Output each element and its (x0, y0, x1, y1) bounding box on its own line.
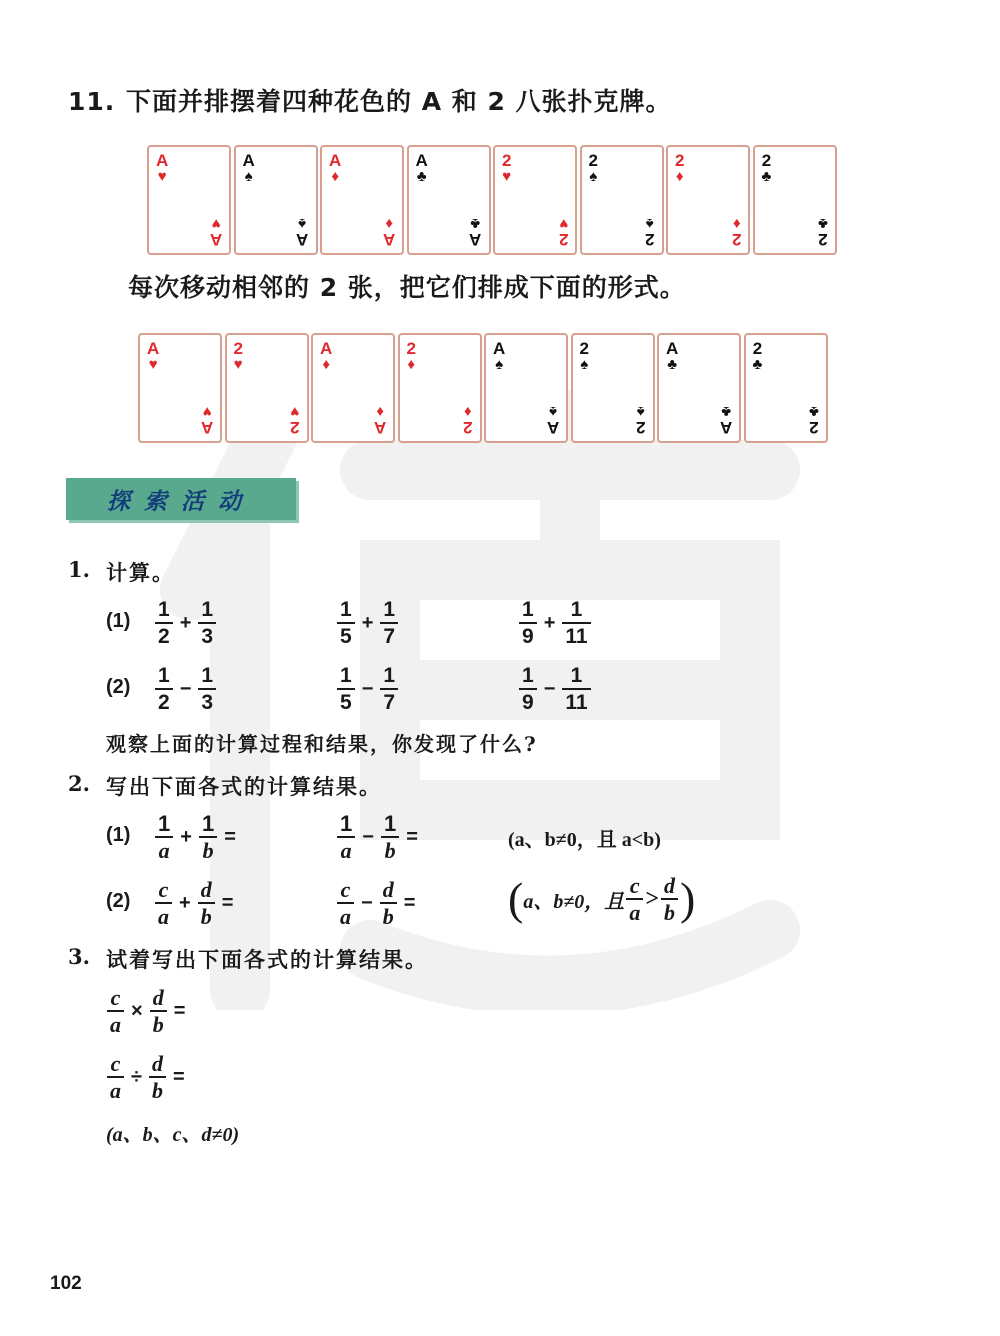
card-row-original (147, 145, 839, 255)
card-rank: A (546, 418, 559, 437)
denominator: 7 (383, 625, 396, 648)
fraction (155, 878, 172, 928)
card-suit-icon: ♦ (732, 215, 741, 232)
fraction-expression (152, 812, 240, 862)
card-row-target (138, 333, 830, 443)
playing-card (744, 333, 828, 443)
card-corner-bottom (296, 216, 308, 248)
card-suit-icon: ♠ (495, 356, 504, 373)
operator: + (361, 611, 374, 634)
fraction (155, 812, 173, 862)
numerator: 1 (383, 598, 396, 621)
card-corner-top (147, 340, 159, 372)
card-corner-top (320, 340, 332, 372)
card-corner-bottom (383, 216, 395, 248)
denominator: 11 (565, 691, 588, 714)
operator: − (179, 677, 192, 700)
fraction-expression (104, 986, 189, 1036)
condition-note: (a、b≠0，且 a<b) (508, 829, 661, 851)
card-suit-icon: ♥ (157, 168, 167, 185)
denominator: b (664, 900, 675, 925)
fraction-expression (152, 878, 237, 928)
card-rank: A (493, 339, 506, 358)
question-text: 计算。 (106, 560, 175, 585)
denominator: 5 (340, 691, 352, 714)
denominator: b (382, 904, 394, 929)
denominator: 7 (383, 691, 396, 714)
card-rank: 2 (817, 230, 828, 249)
numerator: 1 (340, 811, 353, 836)
numerator: 1 (340, 664, 352, 687)
fraction-expression (334, 812, 422, 862)
operator: + (543, 611, 556, 634)
denominator: b (151, 1078, 163, 1103)
card-rank: 2 (731, 230, 741, 249)
card-corner-top (753, 340, 763, 372)
fraction (198, 664, 216, 714)
condition-prefix: a、b≠0，且 (523, 890, 625, 913)
card-suit-icon: ♥ (233, 356, 243, 373)
playing-card (225, 333, 309, 443)
numerator: 1 (201, 811, 215, 836)
card-rank: 2 (558, 230, 568, 249)
question-number: 1. (68, 557, 90, 582)
card-rank: 2 (675, 151, 685, 170)
card-suit-icon: ♠ (645, 215, 654, 232)
left-paren: ( (508, 873, 524, 924)
fraction (198, 598, 216, 648)
card-corner-bottom (645, 216, 654, 248)
fraction (337, 812, 355, 862)
fraction-expression (516, 598, 594, 648)
card-rank: 2 (636, 418, 646, 437)
card-corner-bottom (210, 216, 222, 248)
playing-card (571, 333, 655, 443)
numerator: d (200, 877, 212, 902)
card-corner-bottom (469, 216, 481, 248)
denominator: b (200, 904, 212, 929)
playing-card (484, 333, 568, 443)
fraction (199, 812, 217, 862)
card-rank: A (200, 418, 213, 437)
card-corner-bottom (547, 404, 559, 436)
card-corner-bottom (201, 404, 213, 436)
card-rank: A (666, 339, 679, 358)
equals-sign: = (403, 891, 416, 914)
card-corner-top (580, 340, 589, 372)
fraction-expression (334, 664, 401, 714)
question-text: 试着写出下面各式的计算结果。 (106, 947, 428, 972)
section-banner: 探索活动 (66, 478, 296, 520)
numerator: 1 (522, 598, 534, 621)
card-suit-icon: ♦ (322, 356, 330, 373)
card-corner-top (502, 152, 511, 184)
playing-card (666, 145, 750, 255)
fraction (198, 878, 215, 928)
card-suit-icon: ♥ (558, 215, 568, 232)
denominator: a (629, 900, 641, 925)
row-label: (2) (106, 890, 131, 912)
card-rank: 2 (290, 418, 300, 437)
fraction-expression (104, 1052, 189, 1102)
denominator: a (340, 838, 352, 863)
numerator: 1 (340, 598, 352, 621)
fraction (155, 664, 173, 714)
operator: ÷ (131, 1065, 142, 1088)
numerator: c (629, 873, 640, 898)
card-suit-icon: ♣ (416, 168, 427, 185)
operator: − (543, 677, 556, 700)
card-corner-top (156, 152, 168, 184)
card-rank: A (320, 339, 333, 358)
equals-sign: = (172, 1065, 185, 1088)
card-suit-icon: ♦ (331, 168, 339, 185)
numerator: 1 (158, 811, 171, 836)
observe-prompt: 观察上面的计算过程和结果，你发现了什么? (106, 732, 538, 756)
card-rank: A (382, 230, 395, 249)
operator: − (362, 825, 374, 848)
card-rank: 2 (808, 418, 819, 437)
playing-card (657, 333, 741, 443)
card-suit-icon: ♣ (761, 168, 772, 185)
fraction-expression (334, 598, 401, 648)
card-rank: A (147, 339, 160, 358)
denominator: 2 (158, 691, 170, 714)
card-rank: A (329, 151, 342, 170)
card-rank: 2 (233, 339, 243, 358)
denominator: 3 (201, 691, 214, 714)
numerator: 1 (201, 598, 214, 621)
fraction (155, 598, 173, 648)
fraction (562, 598, 590, 648)
playing-card (398, 333, 482, 443)
card-corner-top (675, 152, 684, 184)
card-corner-top (407, 340, 416, 372)
fraction (380, 598, 398, 648)
fraction (380, 878, 397, 928)
card-rank: 2 (588, 151, 598, 170)
card-corner-bottom (732, 216, 741, 248)
numerator: 1 (201, 664, 214, 687)
card-corner-bottom (720, 404, 732, 436)
denominator: 5 (340, 625, 352, 648)
problem-11-heading (68, 82, 672, 118)
denominator: 9 (522, 691, 534, 714)
card-corner-bottom (290, 404, 299, 436)
card-suit-icon: ♣ (752, 356, 763, 373)
card-suit-icon: ♣ (720, 403, 731, 420)
card-suit-icon: ♥ (211, 215, 221, 232)
denominator: a (110, 1012, 121, 1037)
playing-card (753, 145, 837, 255)
card-rank: 2 (761, 151, 772, 170)
card-suit-icon: ♠ (580, 356, 589, 373)
card-corner-top (329, 152, 341, 184)
fraction (626, 874, 643, 924)
equals-sign: = (224, 825, 236, 848)
fraction (150, 986, 167, 1036)
question-text: 写出下面各式的计算结果。 (106, 774, 382, 799)
card-suit-icon: ♥ (290, 403, 300, 420)
fraction (337, 664, 355, 714)
card-corner-top (589, 152, 598, 184)
card-corner-bottom (559, 216, 568, 248)
card-rank: 2 (579, 339, 589, 358)
row-label: (1) (106, 610, 131, 632)
numerator: 1 (158, 598, 170, 621)
card-suit-icon: ♦ (376, 403, 384, 420)
card-suit-icon: ♣ (808, 403, 819, 420)
fraction-expression (152, 664, 219, 714)
fraction (661, 874, 678, 924)
card-corner-bottom (818, 216, 828, 248)
card-suit-icon: ♣ (470, 215, 481, 232)
denominator: 3 (201, 625, 214, 648)
card-suit-icon: ♥ (202, 403, 212, 420)
card-rank: 2 (752, 339, 763, 358)
playing-card (311, 333, 395, 443)
card-suit-icon: ♦ (675, 168, 684, 185)
numerator: 1 (383, 811, 397, 836)
card-suit-icon: ♣ (817, 215, 828, 232)
question-number: 2. (68, 771, 90, 796)
card-suit-icon: ♥ (502, 168, 512, 185)
playing-card (407, 145, 491, 255)
card-corner-bottom (374, 404, 386, 436)
fraction (519, 664, 537, 714)
card-suit-icon: ♠ (244, 168, 253, 185)
card-corner-bottom (809, 404, 819, 436)
numerator: d (664, 873, 675, 898)
denominator: b (152, 1012, 164, 1037)
row-label: (2) (106, 676, 131, 698)
problem-text: 下面并排摆着四种花色的 A 和 2 八张扑克牌。 (126, 87, 672, 116)
denominator: a (110, 1078, 121, 1103)
playing-card (320, 145, 404, 255)
card-suit-icon: ♥ (148, 356, 158, 373)
card-corner-top (234, 340, 243, 372)
operator: + (179, 891, 191, 914)
playing-card (138, 333, 222, 443)
question-number: 3. (68, 944, 90, 969)
numerator: c (110, 985, 121, 1010)
numerator: 1 (570, 664, 583, 687)
numerator: 1 (570, 598, 583, 621)
denominator: 2 (158, 625, 170, 648)
problem-number: 11. (68, 87, 116, 116)
numerator: c (340, 877, 351, 902)
card-rank: 2 (406, 339, 416, 358)
card-corner-bottom (636, 404, 645, 436)
card-corner-top (666, 340, 678, 372)
operator: × (131, 999, 143, 1022)
page-number: 102 (50, 1273, 82, 1294)
card-suit-icon: ♠ (298, 215, 307, 232)
numerator: d (151, 1051, 163, 1076)
fraction (107, 1052, 124, 1102)
denominator: 9 (522, 625, 534, 648)
card-rank: A (719, 418, 732, 437)
fraction (381, 812, 399, 862)
numerator: d (382, 877, 394, 902)
card-rank: A (156, 151, 169, 170)
operator: + (180, 825, 192, 848)
equals-sign: = (406, 825, 418, 848)
numerator: 1 (522, 664, 534, 687)
condition-note-fraction (508, 874, 695, 924)
card-suit-icon: ♦ (385, 215, 393, 232)
condition-note: (a、b、c、d≠0) (106, 1124, 240, 1146)
card-rank: A (469, 230, 482, 249)
denominator: b (202, 838, 214, 863)
fraction (337, 598, 355, 648)
fraction (149, 1052, 166, 1102)
card-rank: A (242, 151, 255, 170)
card-rank: 2 (502, 151, 512, 170)
numerator: 1 (158, 664, 170, 687)
card-suit-icon: ♦ (463, 403, 472, 420)
card-corner-top (762, 152, 772, 184)
equals-sign: = (173, 999, 186, 1022)
card-rank: A (209, 230, 222, 249)
fraction (107, 986, 124, 1036)
fraction (519, 598, 537, 648)
numerator: c (158, 877, 169, 902)
card-corner-top (243, 152, 255, 184)
fraction-expression (152, 598, 219, 648)
fraction-expression (516, 664, 594, 714)
numerator: 1 (383, 664, 396, 687)
card-suit-icon: ♠ (548, 403, 557, 420)
card-corner-top (416, 152, 428, 184)
numerator: d (152, 985, 164, 1010)
card-rank: 2 (645, 230, 655, 249)
operator: + (179, 611, 192, 634)
numerator: c (110, 1051, 121, 1076)
card-rank: A (373, 418, 386, 437)
denominator: a (158, 838, 170, 863)
row-label: (1) (106, 824, 131, 846)
fraction (380, 664, 398, 714)
operator: − (361, 891, 373, 914)
denominator: a (158, 904, 169, 929)
card-corner-top (493, 340, 505, 372)
operator: − (361, 677, 374, 700)
playing-card (580, 145, 664, 255)
denominator: 11 (565, 625, 588, 648)
denominator: a (340, 904, 351, 929)
card-rank: A (296, 230, 309, 249)
card-corner-bottom (463, 404, 472, 436)
playing-card (147, 145, 231, 255)
greater-than-sign: > (645, 885, 659, 912)
fraction (562, 664, 590, 714)
problem-11-instruction: 每次移动相邻的 2 张，把它们排成下面的形式。 (128, 273, 686, 302)
denominator: b (384, 838, 396, 863)
card-suit-icon: ♠ (636, 403, 645, 420)
fraction (337, 878, 354, 928)
card-rank: A (415, 151, 428, 170)
card-suit-icon: ♦ (407, 356, 416, 373)
card-suit-icon: ♠ (589, 168, 598, 185)
playing-card (234, 145, 318, 255)
card-suit-icon: ♣ (667, 356, 678, 373)
equals-sign: = (221, 891, 234, 914)
card-rank: 2 (463, 418, 473, 437)
right-paren: ) (680, 873, 696, 924)
playing-card (493, 145, 577, 255)
fraction-expression (334, 878, 419, 928)
